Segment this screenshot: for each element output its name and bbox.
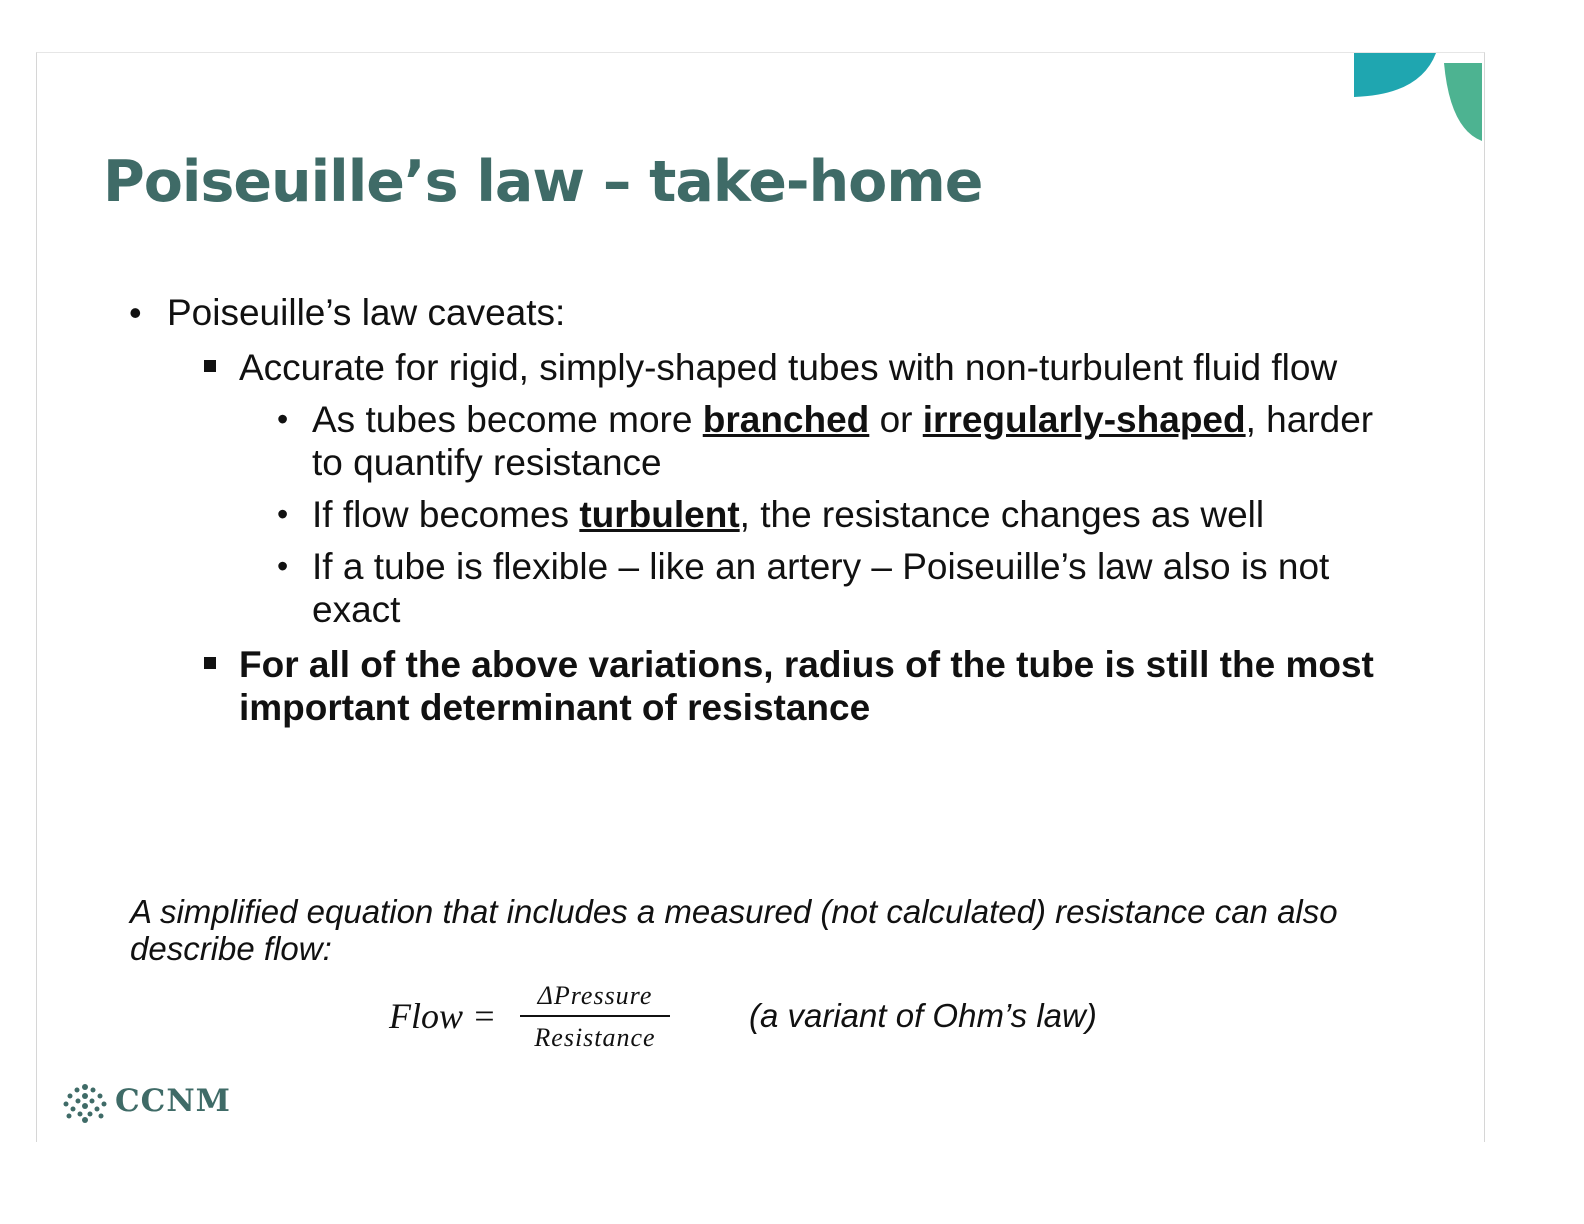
bullet-text: If flow becomes — [312, 494, 580, 535]
bullet-turbulent — [129, 493, 1379, 536]
ccnm-logo-text: CCNM — [115, 1083, 231, 1119]
bullet-square-icon — [204, 657, 216, 669]
equation-comment: (a variant of Ohm’s law) — [749, 997, 1097, 1034]
equation-lhs: Flow = — [389, 996, 497, 1036]
fraction-numerator: ΔPressure — [537, 981, 653, 1010]
bullet-text: Poiseuille’s law caveats: — [167, 292, 566, 333]
bullet-flexible — [129, 545, 1379, 631]
bullet-text: As tubes become more — [312, 399, 703, 440]
emphasis-branched: branched — [702, 399, 870, 440]
bullet-text: , the resistance changes as well — [739, 494, 1265, 535]
equation-fraction — [520, 979, 670, 1055]
bullet-dot-icon: • — [277, 401, 289, 437]
bullet-text: For all of the above variations, radius of the tube is still the most important determinant of resistance — [239, 644, 1374, 728]
corner-green-shape — [1444, 63, 1482, 141]
ccnm-logo-icon — [61, 1081, 109, 1125]
ccnm-logo — [61, 1081, 231, 1125]
bullet-caveats — [129, 291, 1379, 334]
corner-teal-shape — [1354, 53, 1436, 97]
slide — [36, 52, 1485, 1142]
bullet-square-icon — [204, 360, 216, 372]
bullet-list — [129, 291, 1379, 729]
equation-intro: A simplified equation that includes a measured (not calculated) resistance can also describe flow: — [130, 893, 1338, 967]
bullet-text: , harder to quantify resistance — [312, 399, 1374, 483]
fraction-denominator: Resistance — [534, 1023, 656, 1052]
slide-title: Poiseuille’s law – take-home — [103, 149, 983, 215]
emphasis-irregularly-shaped: irregularly-shaped — [922, 399, 1246, 440]
bullet-radius — [129, 643, 1379, 729]
bullet-text: or — [869, 399, 923, 440]
emphasis-turbulent: turbulent — [579, 494, 740, 535]
bullet-text: If a tube is flexible – like an artery – Poiseuille’s law also is not exact — [312, 546, 1330, 630]
bullet-dot-icon: • — [277, 496, 289, 532]
bullet-accurate — [129, 346, 1379, 389]
bullet-dot-icon: • — [129, 292, 142, 333]
bullet-text: Accurate for rigid, simply-shaped tubes with non-turbulent fluid flow — [239, 347, 1338, 388]
corner-decoration — [1354, 53, 1484, 143]
fraction-bar — [520, 1015, 670, 1017]
bullet-branched — [129, 398, 1379, 484]
bullet-dot-icon: • — [277, 548, 289, 584]
